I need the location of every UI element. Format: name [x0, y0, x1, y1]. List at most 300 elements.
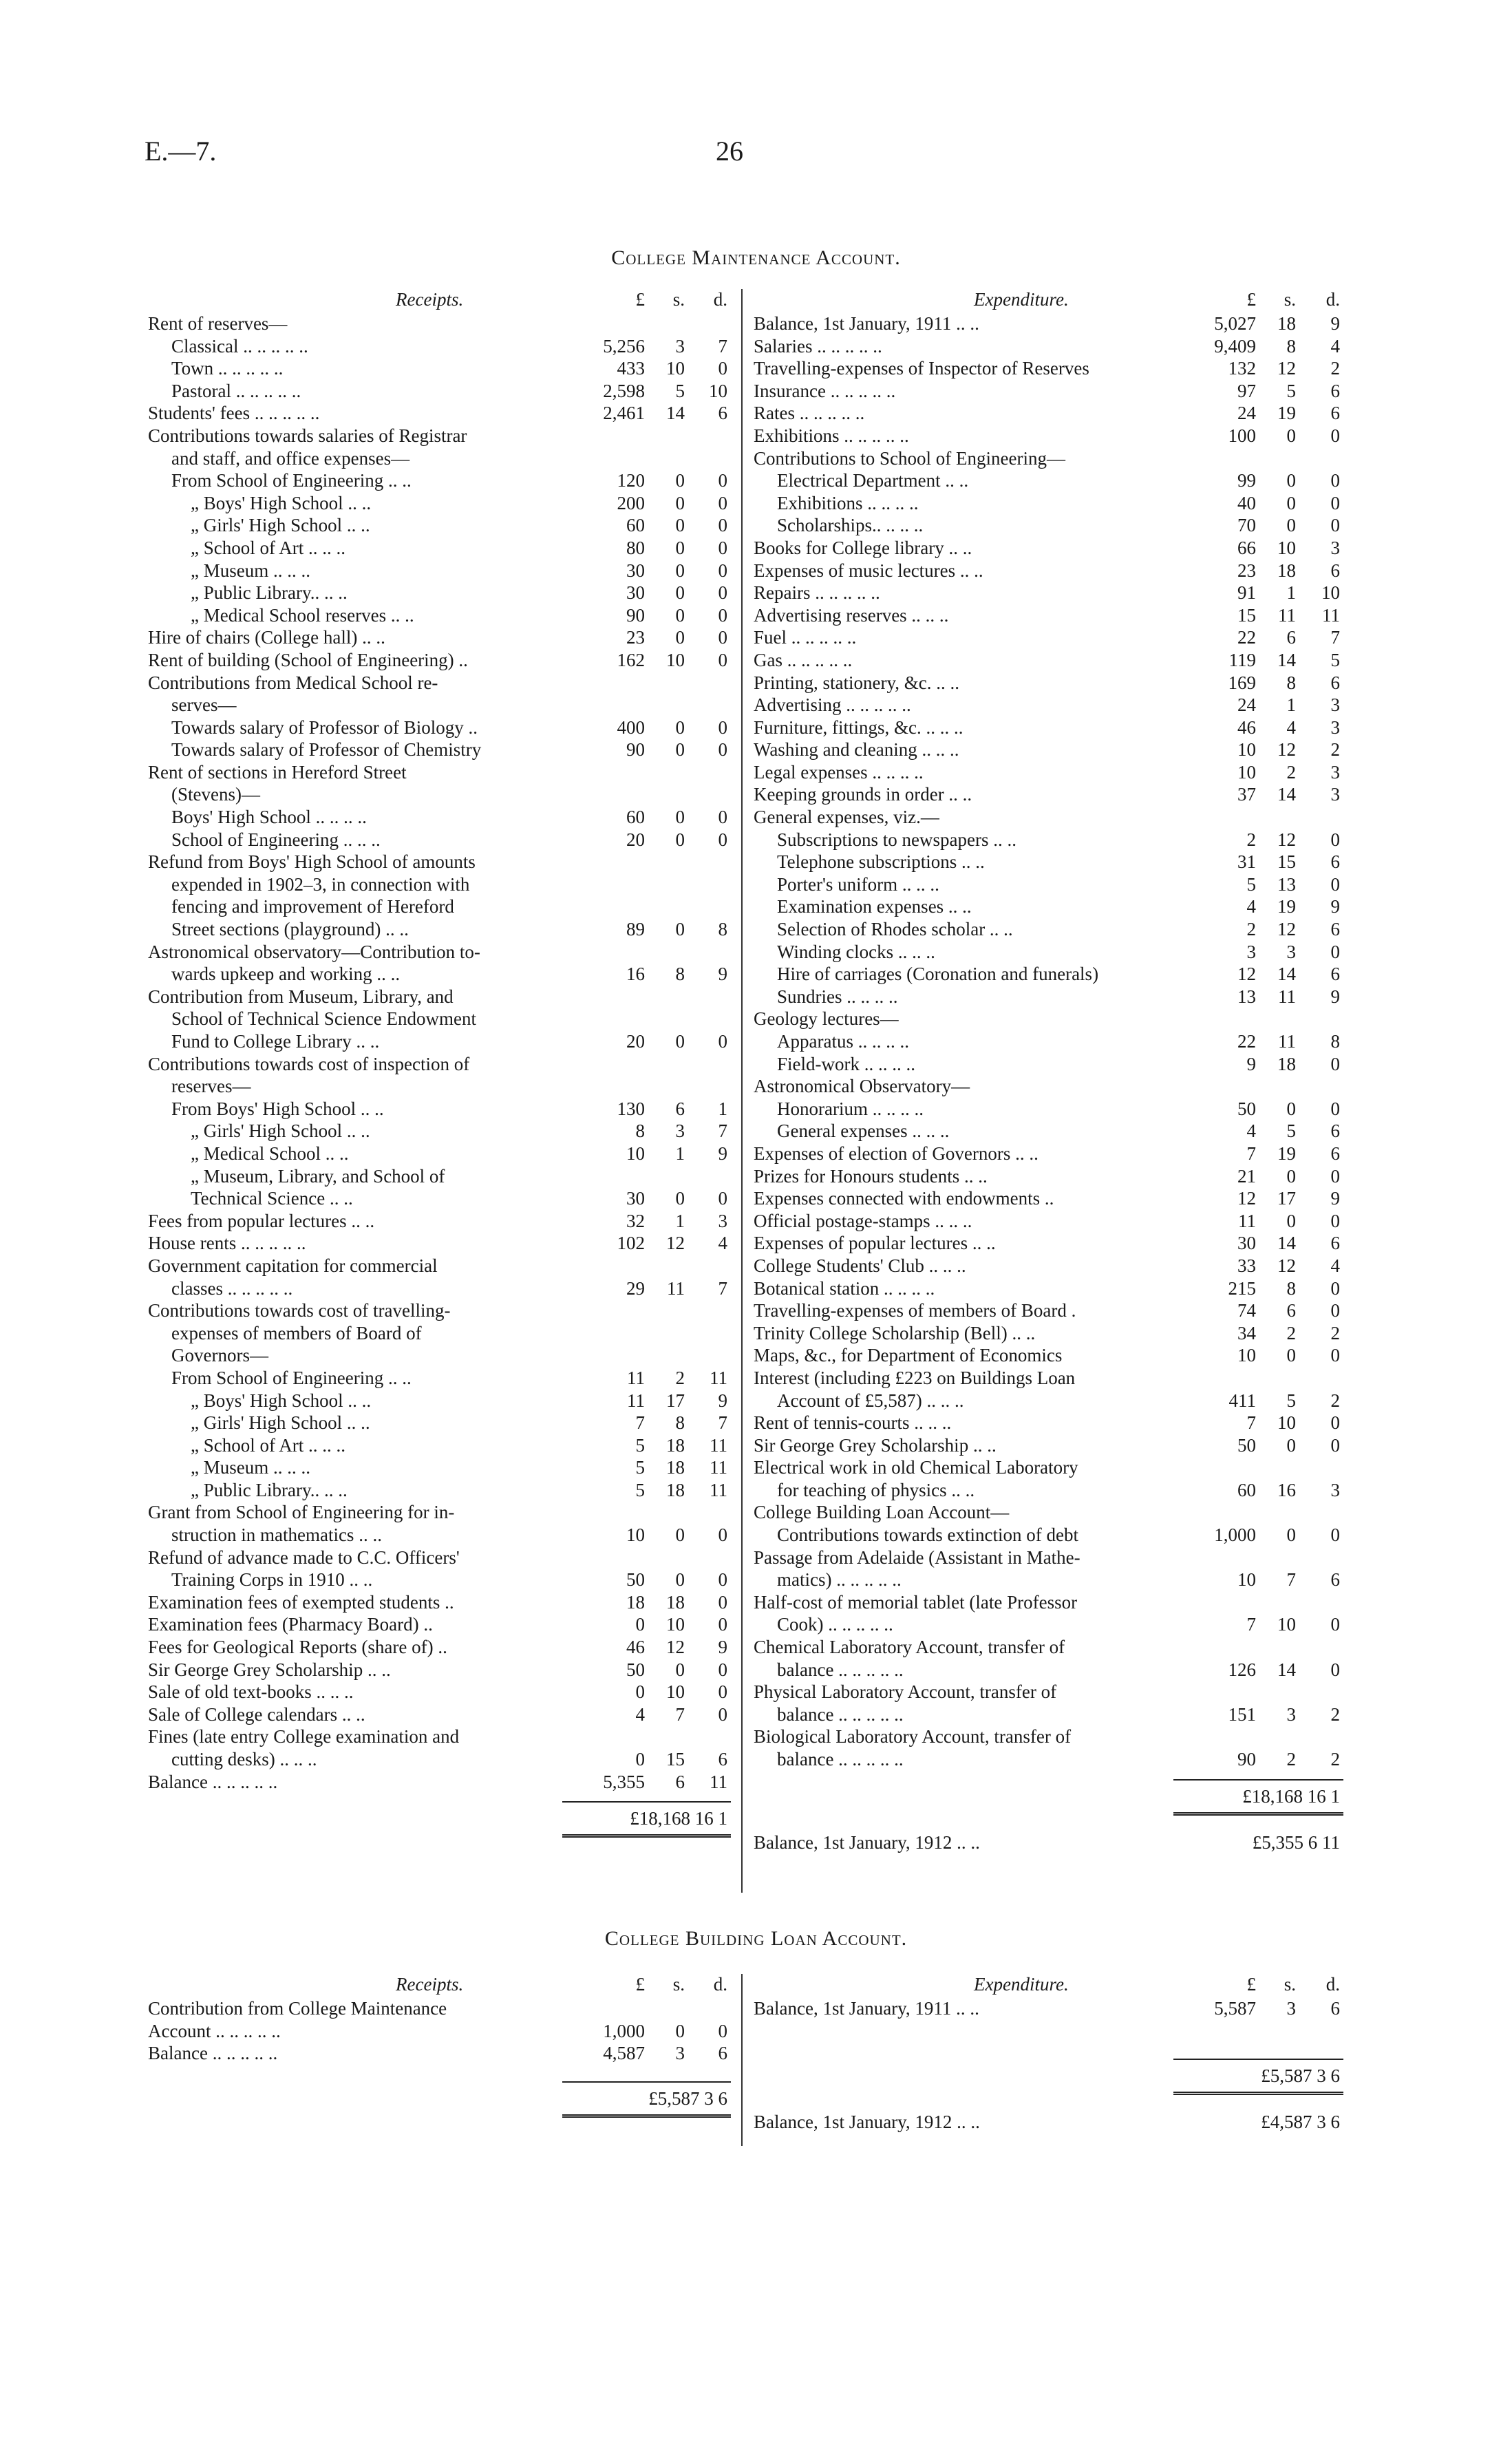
- row-pounds: 2,598: [603, 380, 645, 401]
- row-description: General expenses .. .. ..: [777, 1120, 950, 1142]
- ledger-row: [148, 1725, 726, 1748]
- row-pence: 2: [1330, 358, 1340, 379]
- row-pounds: 60: [1237, 1479, 1256, 1500]
- row-shillings: 19: [1277, 403, 1296, 424]
- row-pounds: 50: [626, 1569, 645, 1591]
- ledger-row: [754, 1367, 1342, 1390]
- row-shillings: 18: [666, 1457, 685, 1478]
- row-pence: 0: [1330, 1165, 1340, 1187]
- column-total: [148, 2079, 726, 2121]
- ledger-row: [754, 716, 1342, 739]
- ledger-row: [148, 918, 726, 941]
- ledger-row: [754, 1210, 1342, 1233]
- pence-heading: d.: [1325, 289, 1340, 310]
- column-total: [754, 1776, 1342, 1819]
- row-pounds: 91: [1237, 582, 1256, 604]
- row-shillings: 19: [1277, 896, 1296, 917]
- ledger-row: [754, 963, 1342, 986]
- ledger-row: [148, 1299, 726, 1322]
- row-pounds: 4,587: [603, 2043, 645, 2064]
- row-pounds: 30: [626, 1188, 645, 1209]
- ledger-row: [148, 1479, 726, 1502]
- row-pounds: 100: [1228, 425, 1256, 446]
- ledger-row: [148, 1434, 726, 1457]
- row-pence: 0: [718, 716, 727, 738]
- row-description: Winding clocks .. .. ..: [777, 941, 935, 962]
- spacer: [754, 1771, 1342, 1776]
- row-pounds: 10: [1237, 761, 1256, 783]
- row-pence: 0: [718, 537, 727, 558]
- ledger-row: [148, 1412, 726, 1434]
- ledger-row: [754, 357, 1342, 380]
- shillings-heading: s.: [672, 1974, 685, 1995]
- row-description: Sale of College calendars .. ..: [148, 1703, 365, 1725]
- row-pounds: 24: [1237, 694, 1256, 716]
- row-pence: 0: [718, 604, 727, 626]
- row-shillings: 5: [675, 380, 685, 401]
- row-shillings: 10: [1277, 1614, 1296, 1635]
- ledger-row: [754, 335, 1342, 358]
- ledger-row: [148, 1547, 726, 1569]
- row-pence: 0: [1330, 1053, 1340, 1074]
- ledger-row: [754, 1344, 1342, 1367]
- row-description: balance .. .. .. .. ..: [777, 1749, 904, 1769]
- row-pence: 7: [718, 1277, 727, 1299]
- row-pence: 6: [1330, 380, 1340, 401]
- row-description: Fees for Geological Reports (share of) ..: [148, 1637, 447, 1658]
- ledger-row: [754, 1299, 1342, 1322]
- row-description: „ Medical School .. ..: [191, 1143, 349, 1164]
- ledger-row: [148, 312, 726, 335]
- row-description: Legal expenses .. .. .. ..: [754, 761, 924, 783]
- row-shillings: 3: [675, 2043, 685, 2064]
- row-pounds: 33: [1237, 1255, 1256, 1276]
- row-pence: 0: [718, 1614, 727, 1635]
- row-shillings: 0: [675, 2020, 685, 2041]
- row-description: Half-cost of memorial tablet (late Professor: [754, 1591, 1078, 1613]
- row-pounds: 119: [1228, 649, 1256, 670]
- ledger-row: [148, 2042, 726, 2065]
- row-pounds: 5: [635, 1479, 645, 1500]
- row-description: (Stevens)—: [171, 784, 260, 805]
- row-shillings: 0: [675, 1524, 685, 1546]
- ledger-row: [148, 626, 726, 649]
- row-pence: 6: [1330, 851, 1340, 873]
- row-shillings: 8: [1286, 672, 1296, 693]
- ledger-row: [148, 1187, 726, 1210]
- ledger-row: [148, 1390, 726, 1412]
- row-description: Expenses of popular lectures .. ..: [754, 1233, 996, 1254]
- row-description: „ Museum .. .. ..: [191, 560, 310, 581]
- row-shillings: 0: [1286, 425, 1296, 446]
- ledger-row: [754, 649, 1342, 672]
- row-pounds: 21: [1237, 1165, 1256, 1187]
- row-pence: 0: [718, 1031, 727, 1052]
- row-pounds: 46: [626, 1637, 645, 1658]
- row-pounds: 5: [1246, 873, 1256, 895]
- row-shillings: 8: [675, 964, 685, 985]
- row-shillings: 6: [1286, 627, 1296, 648]
- row-pence: 9: [1330, 1188, 1340, 1209]
- row-pounds: 20: [626, 829, 645, 850]
- row-pence: 9: [718, 1637, 727, 1658]
- row-description: Contribution from College Maintenance: [148, 1998, 447, 2019]
- row-shillings: 0: [1286, 492, 1296, 513]
- row-description: Advertising reserves .. .. ..: [754, 604, 949, 626]
- ledger-row: [754, 537, 1342, 560]
- row-description: General expenses, viz.—: [754, 807, 939, 828]
- ledger-row: [754, 694, 1342, 716]
- total-rule: [562, 1801, 731, 1803]
- row-shillings: 10: [666, 1614, 685, 1635]
- row-shillings: 1: [1286, 694, 1296, 716]
- ledger-row: [148, 1143, 726, 1165]
- total-amount: £18,168 16 1: [1242, 1785, 1340, 1807]
- spacer: [148, 1793, 726, 1798]
- total-amount: £5,587 3 6: [648, 2087, 727, 2109]
- row-description: Botanical station .. .. .. ..: [754, 1277, 935, 1299]
- row-description: Government capitation for commercial: [148, 1255, 438, 1276]
- row-pounds: 10: [626, 1143, 645, 1164]
- row-pounds: 50: [626, 1659, 645, 1680]
- row-description: Boys' High School .. .. .. ..: [171, 807, 367, 828]
- row-description: „ Public Library.. .. ..: [191, 582, 348, 604]
- row-shillings: 18: [666, 1434, 685, 1456]
- ledger-row: [754, 1277, 1342, 1300]
- row-pence: 6: [718, 1749, 727, 1769]
- row-description: Fuel .. .. .. .. ..: [754, 627, 857, 648]
- row-pence: 7: [1330, 627, 1340, 648]
- row-description: Biological Laboratory Account, transfer of: [754, 1726, 1072, 1747]
- ledger-row: [754, 1008, 1342, 1030]
- maintenance-account: [148, 289, 1342, 1900]
- row-description: Scholarships.. .. .. ..: [777, 515, 924, 536]
- row-pence: 2: [1330, 1703, 1340, 1725]
- row-pence: 5: [1330, 649, 1340, 670]
- pounds-heading: £: [635, 289, 645, 310]
- column-total: [148, 1798, 726, 1841]
- ledger-row: [148, 425, 726, 447]
- row-pounds: 80: [626, 537, 645, 558]
- column-heading: Receipts.: [396, 1974, 464, 1995]
- row-description: matics) .. .. .. .. ..: [777, 1569, 902, 1591]
- column-heading: Expenditure.: [974, 289, 1069, 310]
- row-shillings: 15: [666, 1749, 685, 1769]
- row-pounds: 9,409: [1214, 335, 1256, 357]
- row-shillings: 14: [1277, 964, 1296, 985]
- row-pounds: 11: [627, 1390, 645, 1411]
- row-description: „ Boys' High School .. ..: [191, 1390, 372, 1411]
- row-pounds: 23: [1237, 560, 1256, 581]
- row-pounds: 12: [1237, 964, 1256, 985]
- ledger-row: [754, 829, 1342, 851]
- row-description: Selection of Rhodes scholar .. ..: [777, 919, 1013, 940]
- row-shillings: 5: [1286, 380, 1296, 401]
- row-pence: 9: [718, 1390, 727, 1411]
- row-description: Towards salary of Professor of Chemistry: [171, 739, 482, 761]
- page-reference: E.—7.: [145, 136, 217, 167]
- row-description: Interest (including £223 on Buildings Loan: [754, 1367, 1076, 1388]
- row-pence: 6: [1330, 1120, 1340, 1142]
- ledger-row: [754, 626, 1342, 649]
- row-shillings: 3: [1286, 1998, 1296, 2019]
- row-pounds: 411: [1228, 1390, 1256, 1411]
- row-pence: 0: [718, 2020, 727, 2041]
- row-description: School of Engineering .. .. ..: [171, 829, 381, 850]
- row-description: expended in 1902–3, in connection with: [171, 873, 470, 895]
- row-pence: 6: [718, 403, 727, 424]
- row-shillings: 18: [1277, 560, 1296, 581]
- ledger-row: [148, 1771, 726, 1794]
- row-shillings: 19: [1277, 1143, 1296, 1164]
- row-pounds: 7: [635, 1412, 645, 1434]
- row-pounds: 22: [1237, 1031, 1256, 1052]
- row-pence: 10: [709, 380, 727, 401]
- ledger-row: [754, 783, 1342, 806]
- row-pence: 0: [718, 649, 727, 670]
- row-pounds: 3: [1246, 941, 1256, 962]
- row-description: struction in mathematics .. ..: [171, 1524, 382, 1546]
- row-shillings: 12: [1277, 739, 1296, 761]
- row-description: Apparatus .. .. .. ..: [777, 1031, 909, 1052]
- row-shillings: 15: [1277, 851, 1296, 873]
- pence-heading: d.: [713, 1974, 727, 1995]
- ledger-row: [754, 492, 1342, 515]
- row-shillings: 0: [675, 604, 685, 626]
- row-description: Fund to College Library .. ..: [171, 1031, 380, 1052]
- row-description: Governors—: [171, 1345, 268, 1366]
- ledger-row: [754, 1232, 1342, 1255]
- row-description: College Building Loan Account—: [754, 1502, 1010, 1523]
- row-description: Street sections (playground) .. ..: [171, 919, 409, 940]
- row-pence: 8: [718, 919, 727, 940]
- ledger-row: [148, 783, 726, 806]
- row-pounds: 10: [1237, 1569, 1256, 1591]
- row-description: Prizes for Honours students .. ..: [754, 1165, 988, 1187]
- page-number: 26: [716, 136, 743, 167]
- row-description: Passage from Adelaide (Assistant in Mathe-: [754, 1547, 1080, 1568]
- ledger-row: [754, 1547, 1342, 1569]
- row-description: Contribution from Museum, Library, and: [148, 986, 454, 1007]
- row-pence: 0: [1330, 1614, 1340, 1635]
- row-pence: 0: [718, 807, 727, 828]
- row-pence: 0: [1330, 1300, 1340, 1321]
- row-description: Rent of building (School of Engineering) ..: [148, 649, 468, 670]
- row-pence: 2: [1330, 1390, 1340, 1411]
- ledger-row: [754, 1479, 1342, 1502]
- row-description: expenses of members of Board of: [171, 1322, 422, 1343]
- row-pounds: 97: [1237, 380, 1256, 401]
- row-description: Balance .. .. .. .. ..: [148, 1771, 278, 1792]
- total-amount: £5,587 3 6: [1261, 2065, 1340, 2086]
- row-pence: 0: [1330, 1434, 1340, 1456]
- row-pence: 4: [1330, 1255, 1340, 1276]
- row-description: wards upkeep and working .. ..: [171, 964, 401, 985]
- closing-balance-label: Balance, 1st January, 1912 .. ..: [754, 2111, 980, 2132]
- ledger-row: [148, 1524, 726, 1547]
- row-description: College Students' Club .. .. ..: [754, 1255, 966, 1276]
- row-description: Rates .. .. .. .. ..: [754, 403, 865, 424]
- row-description: Official postage-stamps .. .. ..: [754, 1210, 972, 1231]
- row-pounds: 4: [635, 1703, 645, 1725]
- row-description: Contributions towards cost of travelling-: [148, 1300, 451, 1321]
- row-pence: 6: [1330, 919, 1340, 940]
- row-description: Geology lectures—: [754, 1008, 899, 1030]
- spacer: [148, 2065, 726, 2079]
- row-pounds: 89: [626, 919, 645, 940]
- row-description: Expenses of election of Governors .. ..: [754, 1143, 1039, 1164]
- row-description: Salaries .. .. .. .. ..: [754, 335, 882, 357]
- row-pence: 0: [718, 739, 727, 761]
- row-pounds: 40: [1237, 492, 1256, 513]
- closing-balance: [754, 1829, 1342, 1856]
- ledger-row: [148, 672, 726, 694]
- ledger-row: [148, 1591, 726, 1614]
- row-description: Town .. .. .. .. ..: [171, 358, 284, 379]
- row-pence: 0: [718, 1659, 727, 1680]
- pounds-heading: £: [635, 1974, 645, 1995]
- row-description: fencing and improvement of Hereford: [171, 896, 454, 917]
- row-pence: 0: [718, 1188, 727, 1209]
- row-pence: 9: [718, 1143, 727, 1164]
- row-pounds: 7: [1246, 1143, 1256, 1164]
- row-pounds: 90: [626, 739, 645, 761]
- ledger-row: [754, 514, 1342, 537]
- column-heading: Expenditure.: [974, 1974, 1069, 1995]
- pounds-heading: £: [1246, 289, 1256, 310]
- row-pounds: 2: [1246, 919, 1256, 940]
- row-description: Technical Science .. ..: [191, 1188, 353, 1209]
- row-pounds: 30: [1237, 1233, 1256, 1254]
- ledger-row: [148, 1008, 726, 1030]
- row-description: „ Girls' High School .. ..: [191, 1412, 370, 1434]
- row-shillings: 2: [1286, 761, 1296, 783]
- row-shillings: 14: [1277, 1659, 1296, 1680]
- ledger-row: [148, 1030, 726, 1053]
- row-description: Exhibitions .. .. .. .. ..: [754, 425, 909, 446]
- row-shillings: 0: [675, 919, 685, 940]
- row-description: Sundries .. .. .. ..: [777, 986, 898, 1007]
- row-shillings: 12: [1277, 829, 1296, 850]
- ledger-row: [754, 1725, 1342, 1748]
- row-pounds: 2,461: [603, 403, 645, 424]
- ledger-row: [148, 560, 726, 582]
- row-description: Contributions towards salaries of Registrar: [148, 425, 467, 446]
- column-header: [754, 289, 1342, 312]
- row-pence: 0: [718, 627, 727, 648]
- ledger-row: [754, 560, 1342, 582]
- row-shillings: 2: [1286, 1322, 1296, 1343]
- ledger-row: [148, 514, 726, 537]
- row-description: Honorarium .. .. .. ..: [777, 1098, 924, 1119]
- row-description: Subscriptions to newspapers .. ..: [777, 829, 1016, 850]
- row-pounds: 151: [1228, 1703, 1256, 1725]
- row-pence: 9: [1330, 896, 1340, 917]
- row-description: Travelling-expenses of Inspector of Reserves: [754, 358, 1089, 379]
- row-pence: 0: [1330, 492, 1340, 513]
- row-pounds: 5: [635, 1434, 645, 1456]
- row-pounds: 12: [1237, 1188, 1256, 1209]
- column-heading: Receipts.: [396, 289, 464, 310]
- row-description: Balance .. .. .. .. ..: [148, 2043, 278, 2064]
- total-amount: £18,168 16 1: [630, 1808, 727, 1829]
- closing-balance-amount: £5,355 6 11: [1252, 1831, 1340, 1853]
- row-description: Furniture, fittings, &c. .. .. ..: [754, 716, 963, 738]
- row-shillings: 5: [1286, 1120, 1296, 1142]
- row-description: Contributions towards cost of inspection of: [148, 1053, 470, 1074]
- row-pounds: 20: [626, 1031, 645, 1052]
- row-pence: 0: [718, 582, 727, 604]
- closing-balance-label: Balance, 1st January, 1912 .. ..: [754, 1831, 980, 1853]
- row-description: Astronomical observatory—Contribution to-: [148, 941, 480, 962]
- row-pounds: 30: [626, 582, 645, 604]
- row-pounds: 8: [635, 1120, 645, 1142]
- row-shillings: 12: [666, 1233, 685, 1254]
- row-pounds: 24: [1237, 403, 1256, 424]
- row-shillings: 0: [675, 716, 685, 738]
- row-description: Books for College library .. ..: [754, 537, 972, 558]
- row-pence: 0: [718, 492, 727, 513]
- ledger-row: [754, 582, 1342, 604]
- ledger-row: [754, 402, 1342, 425]
- ledger-row: [148, 492, 726, 515]
- row-description: and staff, and office expenses—: [171, 447, 410, 469]
- row-description: „ Medical School reserves .. ..: [191, 604, 414, 626]
- row-pence: 11: [710, 1771, 727, 1792]
- ledger-row: [754, 986, 1342, 1008]
- ledger-row: [148, 1681, 726, 1703]
- row-pounds: 29: [626, 1277, 645, 1299]
- row-shillings: 0: [1286, 1524, 1296, 1546]
- maintenance-receipts: [148, 289, 726, 1841]
- row-pence: 6: [718, 2043, 727, 2064]
- row-description: Field-work .. .. .. ..: [777, 1053, 915, 1074]
- row-pounds: 7: [1246, 1614, 1256, 1635]
- row-pence: 0: [1330, 1210, 1340, 1231]
- row-pence: 6: [1330, 1998, 1340, 2019]
- row-description: Contributions towards extinction of debt: [777, 1524, 1078, 1546]
- row-pence: 0: [1330, 1412, 1340, 1434]
- row-pounds: 2: [1246, 829, 1256, 850]
- row-description: Rent of sections in Hereford Street: [148, 761, 407, 783]
- row-shillings: 17: [666, 1390, 685, 1411]
- row-pence: 0: [718, 1591, 727, 1613]
- row-pounds: 4: [1246, 896, 1256, 917]
- row-description: Refund of advance made to C.C. Officers': [148, 1547, 460, 1568]
- row-pence: 0: [718, 1569, 727, 1591]
- row-pence: 0: [718, 829, 727, 850]
- row-shillings: 18: [1277, 313, 1296, 334]
- row-pence: 6: [1330, 560, 1340, 581]
- ledger-row: [148, 402, 726, 425]
- row-pounds: 90: [626, 604, 645, 626]
- row-pence: 6: [1330, 964, 1340, 985]
- row-description: Training Corps in 1910 .. ..: [171, 1569, 373, 1591]
- row-shillings: 0: [1286, 470, 1296, 491]
- ledger-row: [754, 1681, 1342, 1703]
- ledger-row: [148, 649, 726, 672]
- total-rule: [562, 2081, 731, 2083]
- row-description: House rents .. .. .. .. ..: [148, 1233, 306, 1254]
- total-double-rule: [562, 1834, 731, 1838]
- row-pence: 0: [1330, 1659, 1340, 1680]
- row-pence: 6: [1330, 1143, 1340, 1164]
- ledger-row: [148, 694, 726, 716]
- row-shillings: 8: [1286, 335, 1296, 357]
- row-description: „ School of Art .. .. ..: [191, 537, 345, 558]
- ledger-row: [754, 1187, 1342, 1210]
- row-shillings: 11: [1278, 1031, 1296, 1052]
